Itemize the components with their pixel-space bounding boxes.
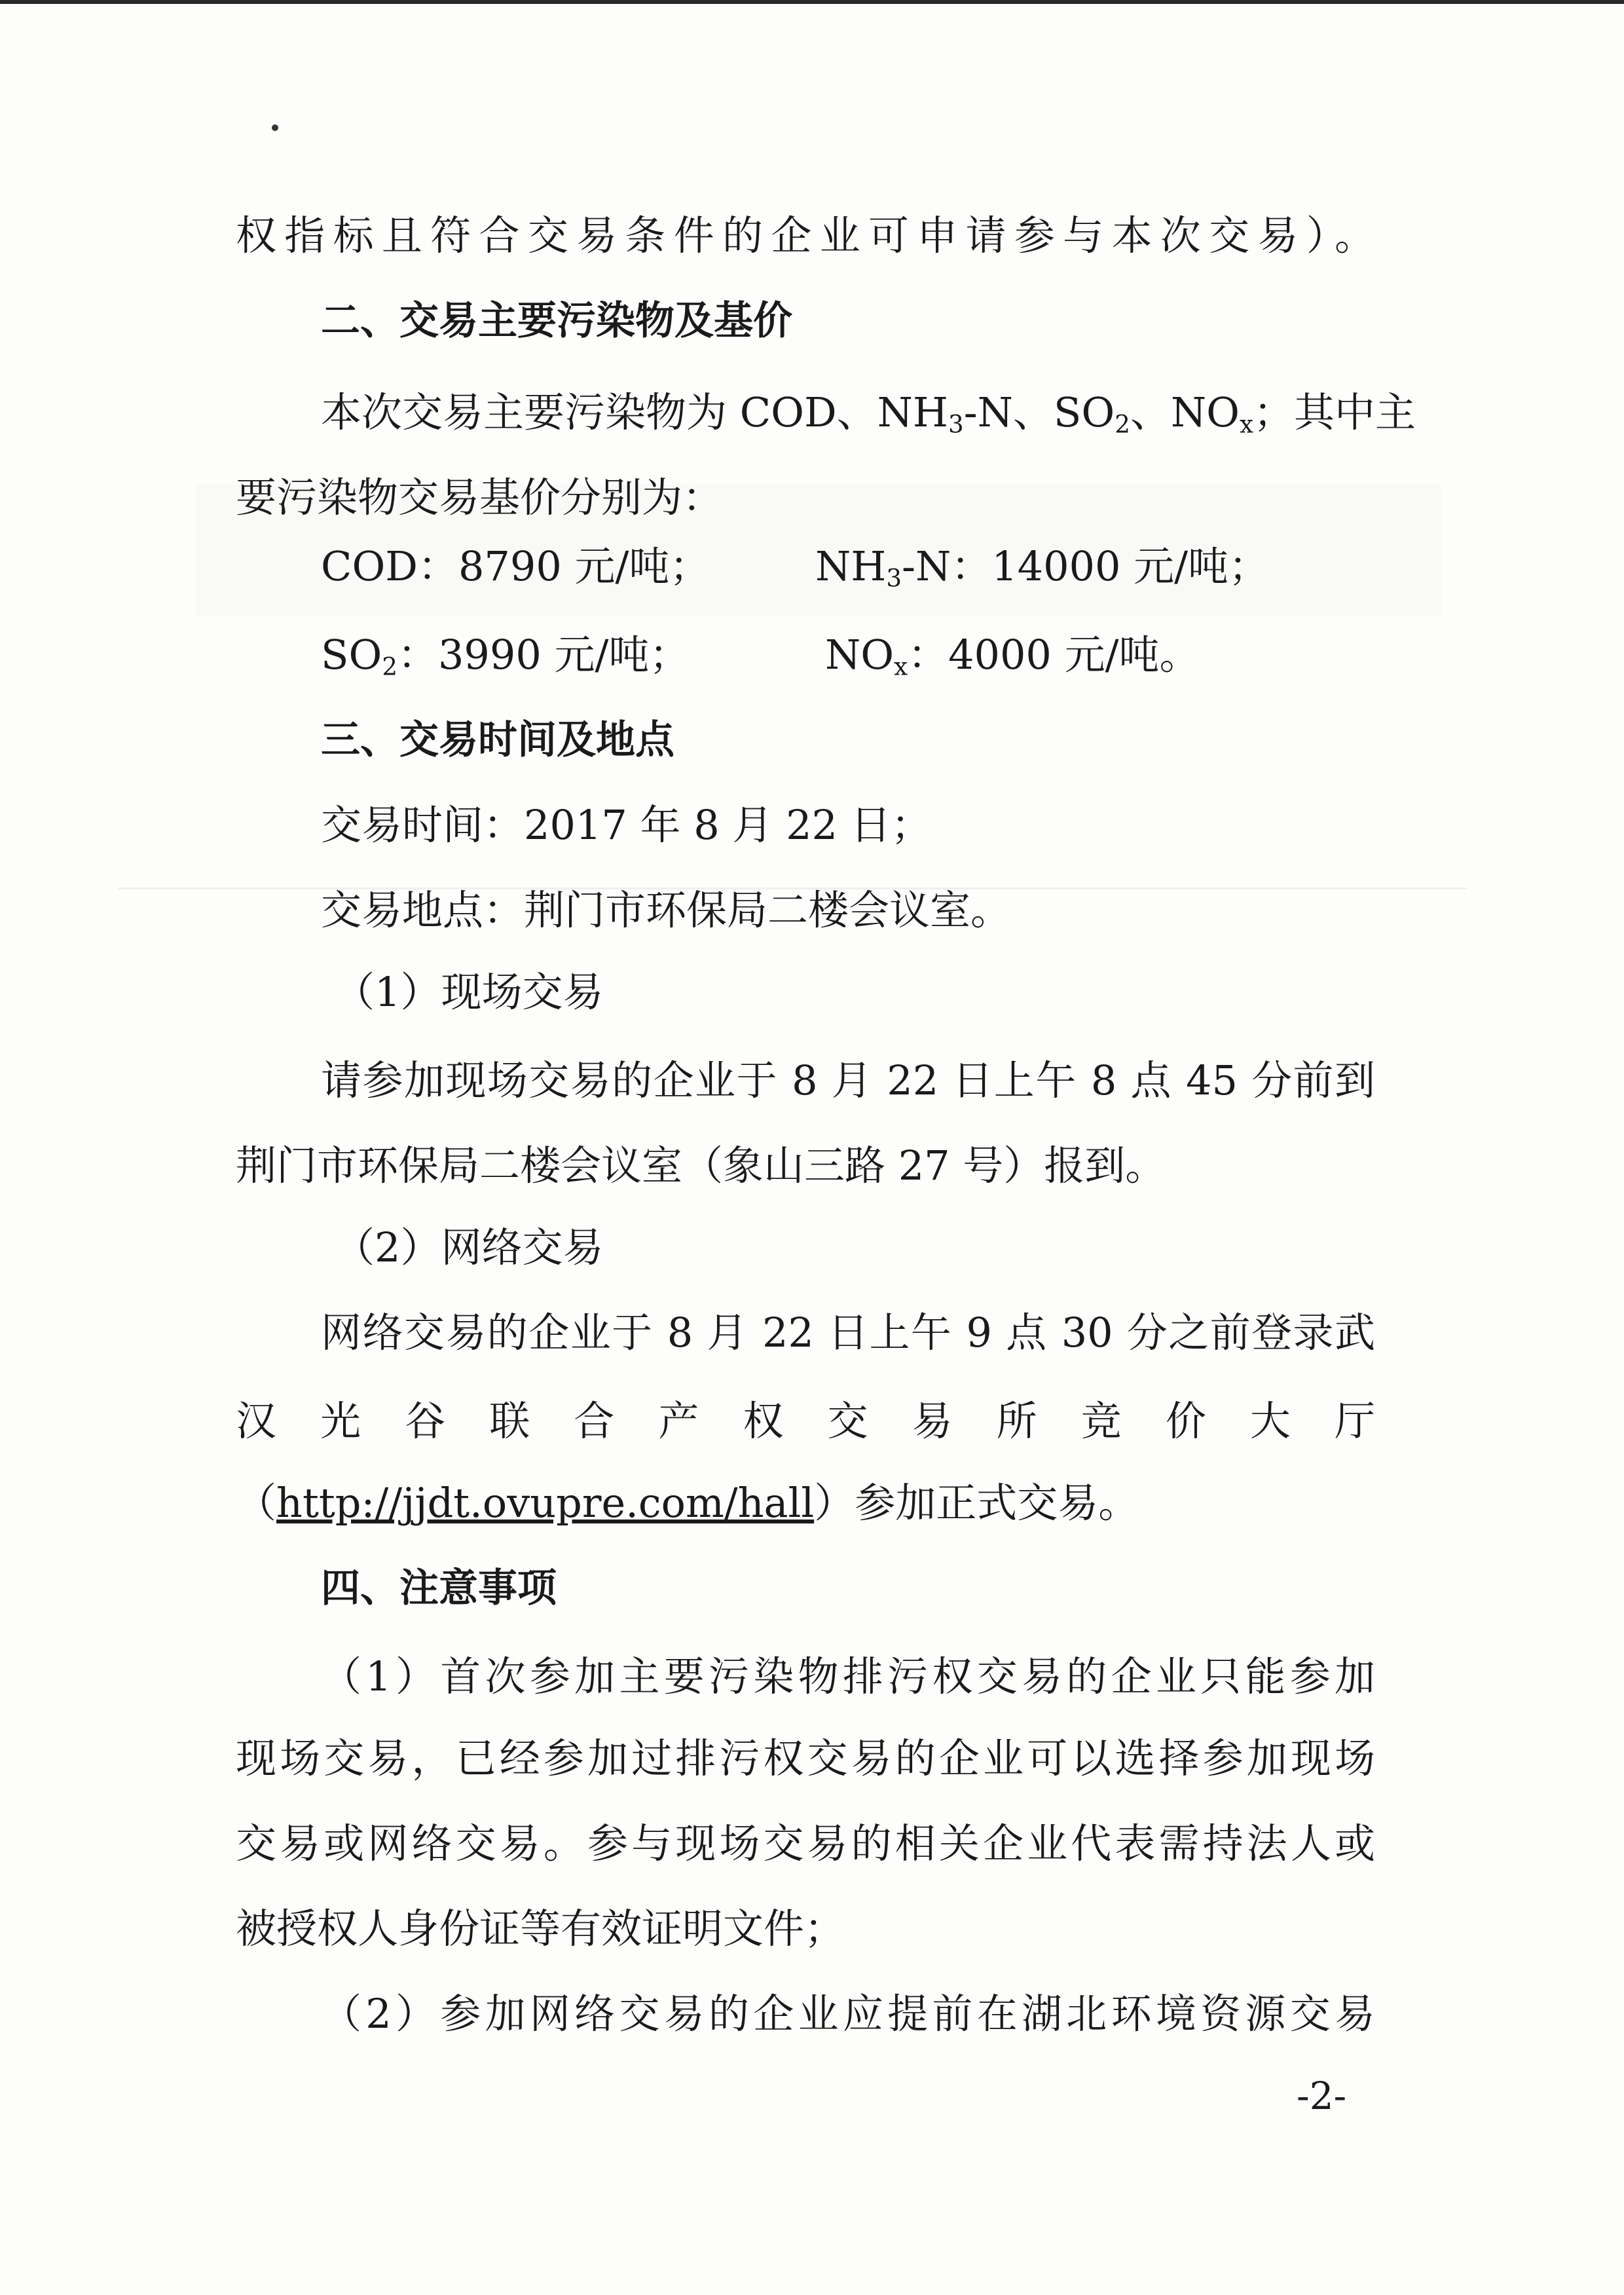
paragraph-line: 要污染物交易基价分别为： bbox=[236, 474, 724, 521]
trading-hall-link[interactable]: http://jjdt.ovupre.com/hall bbox=[276, 1479, 815, 1527]
paragraph-line: 网络交易的企业于 8 月 22 日上午 9 点 30 分之前登录武 bbox=[321, 1309, 1375, 1356]
paragraph-line: 汉 光 谷 联 合 产 权 交 易 所 竞 价 大 厅 bbox=[236, 1397, 1375, 1445]
paragraph-line: 请参加现场交易的企业于 8 月 22 日上午 8 点 45 分前到 bbox=[321, 1056, 1375, 1104]
section-heading-3: 三、交易时间及地点 bbox=[321, 717, 674, 763]
price-nox: $NO_x$：4000 元/吨。 bbox=[825, 631, 1200, 681]
trade-place: 交易地点：荆门市环保局二楼会议室。 bbox=[321, 886, 1012, 934]
paragraph-line: 荆门市环保局二楼会议室（象山三路 27 号）报到。 bbox=[236, 1142, 1166, 1189]
price-cod: COD：8790 元/吨； bbox=[321, 542, 710, 590]
subsection-online: （2）网络交易 bbox=[334, 1223, 604, 1271]
paragraph-line: 现场交易，已经参加过排污权交易的企业可以选择参加现场 bbox=[236, 1734, 1375, 1782]
paragraph-line: 被授权人身份证等有效证明文件； bbox=[236, 1905, 845, 1952]
trade-time: 交易时间：2017 年 8 月 22 日； bbox=[321, 801, 932, 849]
paragraph-line: （http://jjdt.ovupre.com/hall）参加正式交易。 bbox=[236, 1479, 1139, 1527]
price-so2: $SO_2$：3990 元/吨； bbox=[321, 631, 690, 681]
section-heading-2: 二、交易主要污染物及基价 bbox=[321, 298, 792, 344]
subsection-onsite: （1）现场交易 bbox=[334, 968, 604, 1016]
scan-edge bbox=[0, 0, 1624, 4]
paragraph-line: （1）首次参加主要污染物排污权交易的企业只能参加 bbox=[321, 1652, 1375, 1700]
section-heading-4: 四、注意事项 bbox=[321, 1565, 557, 1611]
page-number: -2- bbox=[1297, 2074, 1347, 2118]
paragraph-line: （2）参加网络交易的企业应提前在湖北环境资源交易 bbox=[321, 1990, 1375, 2038]
paragraph-line: 本次交易主要污染物为 COD、$NH_3-N$、$SO_2$、$NO_x$；其中主 bbox=[321, 388, 1416, 439]
paragraph-line: 交易或网络交易。参与现场交易的相关企业代表需持法人或 bbox=[236, 1819, 1375, 1867]
price-nh3n: $NH_3-N$：14000 元/吨； bbox=[815, 542, 1270, 593]
scan-speck bbox=[272, 124, 278, 131]
paragraph-line: 权指标且符合交易条件的企业可申请参与本次交易）。 bbox=[236, 212, 1375, 259]
